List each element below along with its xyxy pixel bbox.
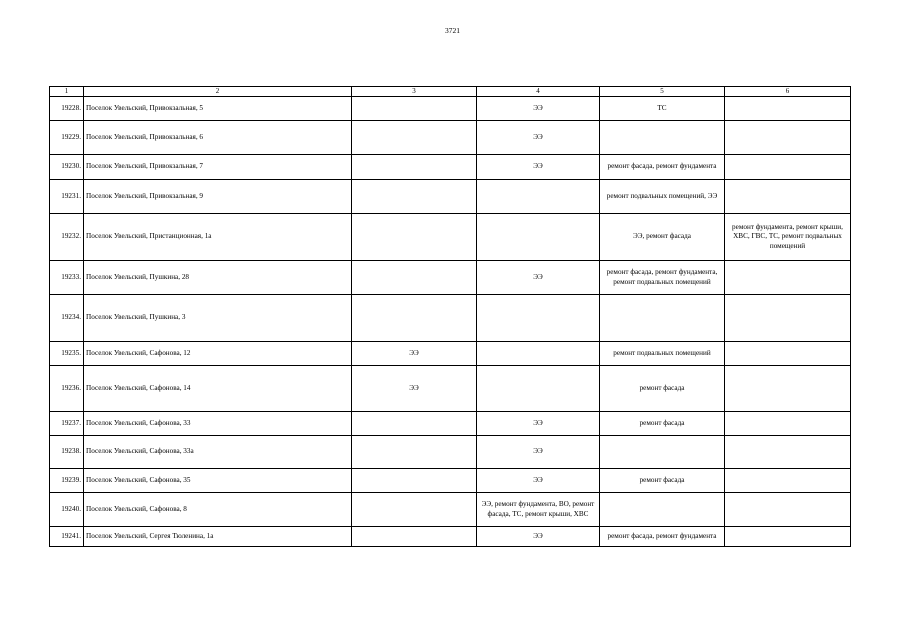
table-row bbox=[50, 214, 851, 261]
header-cell: 1 bbox=[50, 87, 84, 97]
table-row bbox=[50, 412, 851, 436]
col6-cell bbox=[725, 493, 851, 527]
page-number: 3721 bbox=[445, 26, 460, 35]
col3-cell bbox=[352, 97, 477, 121]
col4-cell: ЭЭ bbox=[477, 412, 600, 436]
col3-cell bbox=[352, 412, 477, 436]
col5-cell: ремонт фасада, ремонт фундамента bbox=[600, 155, 725, 180]
col4-cell bbox=[477, 342, 600, 366]
row-number: 19239. bbox=[50, 469, 84, 493]
col4-cell: ЭЭ, ремонт фундамента, ВО, ремонт фасада, ТС, ремонт крыши, ХВС bbox=[477, 493, 600, 527]
header-cell: 5 bbox=[600, 87, 725, 97]
header-cell: 3 bbox=[352, 87, 477, 97]
header-cell: 4 bbox=[477, 87, 600, 97]
col4-cell bbox=[477, 295, 600, 342]
row-number: 19235. bbox=[50, 342, 84, 366]
col6-cell bbox=[725, 261, 851, 295]
col5-cell: ремонт фасада bbox=[600, 366, 725, 412]
row-number: 19229. bbox=[50, 121, 84, 155]
header-row bbox=[50, 87, 851, 97]
col6-cell bbox=[725, 527, 851, 547]
col4-cell bbox=[477, 180, 600, 214]
col6-cell bbox=[725, 412, 851, 436]
col5-cell: ТС bbox=[600, 97, 725, 121]
row-number: 19234. bbox=[50, 295, 84, 342]
col5-cell: ремонт фасада bbox=[600, 412, 725, 436]
col3-cell: ЭЭ bbox=[352, 366, 477, 412]
table-row bbox=[50, 469, 851, 493]
col3-cell bbox=[352, 295, 477, 342]
table-row bbox=[50, 436, 851, 469]
col5-cell: ремонт фасада, ремонт фундамента bbox=[600, 527, 725, 547]
col4-cell: ЭЭ bbox=[477, 436, 600, 469]
address-cell: Поселок Увельский, Привокзальная, 7 bbox=[84, 155, 352, 180]
row-number: 19232. bbox=[50, 214, 84, 261]
col3-cell bbox=[352, 155, 477, 180]
col4-cell: ЭЭ bbox=[477, 261, 600, 295]
col5-cell: ремонт фасада bbox=[600, 469, 725, 493]
address-cell: Поселок Увельский, Привокзальная, 9 bbox=[84, 180, 352, 214]
col4-cell bbox=[477, 366, 600, 412]
table-row bbox=[50, 342, 851, 366]
row-number: 19230. bbox=[50, 155, 84, 180]
col3-cell bbox=[352, 469, 477, 493]
col6-cell bbox=[725, 180, 851, 214]
col6-cell bbox=[725, 295, 851, 342]
row-number: 19238. bbox=[50, 436, 84, 469]
col3-cell bbox=[352, 493, 477, 527]
col5-cell: ЭЭ, ремонт фасада bbox=[600, 214, 725, 261]
row-number: 19240. bbox=[50, 493, 84, 527]
address-cell: Поселок Увельский, Сафонова, 33 bbox=[84, 412, 352, 436]
col3-cell bbox=[352, 214, 477, 261]
col5-cell bbox=[600, 436, 725, 469]
col3-cell bbox=[352, 436, 477, 469]
col3-cell bbox=[352, 180, 477, 214]
col4-cell: ЭЭ bbox=[477, 121, 600, 155]
col5-cell: ремонт подвальных помещений, ЭЭ bbox=[600, 180, 725, 214]
row-number: 19241. bbox=[50, 527, 84, 547]
address-cell: Поселок Увельский, Сафонова, 12 bbox=[84, 342, 352, 366]
table-row bbox=[50, 295, 851, 342]
col5-cell bbox=[600, 295, 725, 342]
table-row bbox=[50, 97, 851, 121]
col6-cell bbox=[725, 121, 851, 155]
row-number: 19236. bbox=[50, 366, 84, 412]
row-number: 19228. bbox=[50, 97, 84, 121]
col6-cell bbox=[725, 469, 851, 493]
row-number: 19231. bbox=[50, 180, 84, 214]
col5-cell: ремонт фасада, ремонт фундамента, ремонт подвальных помещений bbox=[600, 261, 725, 295]
table-row bbox=[50, 366, 851, 412]
data-table bbox=[49, 86, 851, 547]
col3-cell bbox=[352, 261, 477, 295]
address-cell: Поселок Увельский, Пристанционная, 1а bbox=[84, 214, 352, 261]
address-cell: Поселок Увельский, Сафонова, 8 bbox=[84, 493, 352, 527]
table-row bbox=[50, 261, 851, 295]
col6-cell bbox=[725, 342, 851, 366]
col5-cell bbox=[600, 121, 725, 155]
table-row bbox=[50, 180, 851, 214]
address-cell: Поселок Увельский, Сафонова, 33а bbox=[84, 436, 352, 469]
address-cell: Поселок Увельский, Пушкина, 3 bbox=[84, 295, 352, 342]
col4-cell: ЭЭ bbox=[477, 469, 600, 493]
address-cell: Поселок Увельский, Сафонова, 14 bbox=[84, 366, 352, 412]
address-cell: Поселок Увельский, Сафонова, 35 bbox=[84, 469, 352, 493]
address-cell: Поселок Увельский, Привокзальная, 6 bbox=[84, 121, 352, 155]
table-row bbox=[50, 121, 851, 155]
col6-cell bbox=[725, 366, 851, 412]
address-cell: Поселок Увельский, Привокзальная, 5 bbox=[84, 97, 352, 121]
col5-cell bbox=[600, 493, 725, 527]
table-row bbox=[50, 155, 851, 180]
address-cell: Поселок Увельский, Сергея Тюленина, 1а bbox=[84, 527, 352, 547]
col5-cell: ремонт подвальных помещений bbox=[600, 342, 725, 366]
row-number: 19233. bbox=[50, 261, 84, 295]
col4-cell: ЭЭ bbox=[477, 155, 600, 180]
col4-cell bbox=[477, 214, 600, 261]
header-cell: 2 bbox=[84, 87, 352, 97]
col6-cell: ремонт фундамента, ремонт крыши, ХВС, ГВС, ТС, ремонт подвальных помещений bbox=[725, 214, 851, 261]
col3-cell bbox=[352, 527, 477, 547]
col3-cell: ЭЭ bbox=[352, 342, 477, 366]
col6-cell bbox=[725, 155, 851, 180]
address-cell: Поселок Увельский, Пушкина, 28 bbox=[84, 261, 352, 295]
row-number: 19237. bbox=[50, 412, 84, 436]
table-row bbox=[50, 493, 851, 527]
table-row bbox=[50, 527, 851, 547]
col4-cell: ЭЭ bbox=[477, 527, 600, 547]
col6-cell bbox=[725, 97, 851, 121]
col3-cell bbox=[352, 121, 477, 155]
header-cell: 6 bbox=[725, 87, 851, 97]
col4-cell: ЭЭ bbox=[477, 97, 600, 121]
col6-cell bbox=[725, 436, 851, 469]
